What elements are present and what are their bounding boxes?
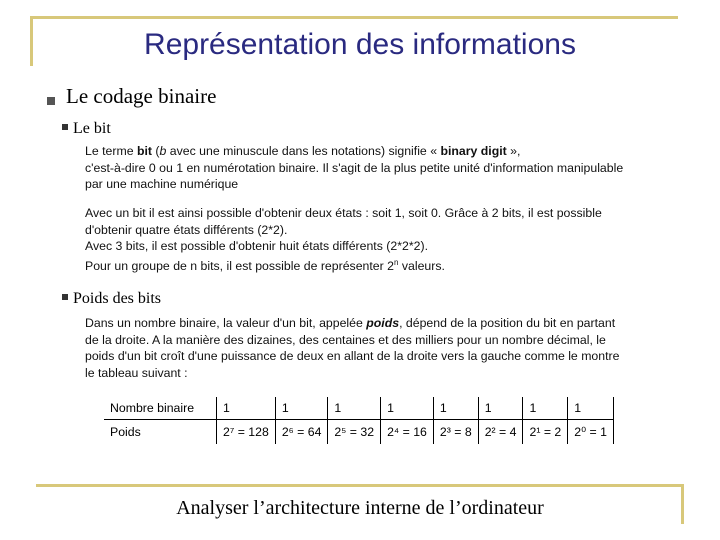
- top-frame-line: [30, 16, 678, 19]
- table-cell: 1: [328, 397, 381, 420]
- text-line: Le terme bit (b avec une minuscule dans les notations) signifie « binary digit »,: [85, 144, 521, 158]
- text-line: d'obtenir quatre états différents (2*2).: [85, 222, 288, 237]
- table-cell: 2⁰ = 1: [568, 420, 614, 445]
- text-line: poids d'un bit croît d'une puissance de deux en allant de la droite vers la gauche comme le montre: [85, 349, 620, 363]
- bullet-square-icon: [62, 294, 68, 300]
- text-line: le tableau suivant :: [85, 365, 188, 380]
- table-cell: 2¹ = 2: [523, 420, 568, 445]
- subsection-heading-poids: Poids des bits: [62, 290, 161, 308]
- bullet-square-icon: [62, 124, 68, 130]
- paragraph-bit-states: [85, 205, 602, 274]
- binary-weights-table: [104, 397, 614, 444]
- table-cell: 2⁵ = 32: [328, 420, 381, 445]
- text-line: Avec un bit il est ainsi possible d'obtenir deux états : soit 1, soit 0. Grâce à 2 bits, il est possible: [85, 206, 602, 220]
- table-row: [104, 420, 613, 445]
- table-row: [104, 397, 613, 420]
- slide-title: Représentation des informations: [144, 28, 576, 61]
- text-line: Pour un groupe de n bits, il est possible de représenter 2$^n$ valeurs.: [85, 257, 445, 273]
- paragraph-poids: [85, 315, 619, 381]
- text-line: Dans un nombre binaire, la valeur d'un bit, appelée poids, dépend de la position du bit en partant: [85, 316, 616, 330]
- table-cell: 2⁷ = 128: [217, 420, 276, 445]
- bullet-square-icon: [47, 97, 55, 105]
- table-cell: 1: [381, 397, 434, 420]
- table-cell: 1: [275, 397, 328, 420]
- table-cell: 1: [478, 397, 523, 420]
- paragraph-bit-definition: [85, 143, 623, 193]
- table-cell: 1: [523, 397, 568, 420]
- table-cell: 2³ = 8: [433, 420, 478, 445]
- table-cell: 1: [568, 397, 614, 420]
- table-cell: 2⁶ = 64: [275, 420, 328, 445]
- table-cell: 2² = 4: [478, 420, 523, 445]
- table-cell: Nombre binaire: [104, 397, 217, 420]
- text-line: c'est-à-dire 0 ou 1 en numérotation binaire. Il s'agit de la plus petite unité d'information manipulable: [85, 160, 624, 175]
- text-line: Avec 3 bits, il est possible d'obtenir huit états différents (2*2*2).: [85, 239, 428, 253]
- subsection-heading-bit: Le bit: [62, 120, 111, 138]
- table-cell: 1: [217, 397, 276, 420]
- slide-footer: Analyser l’architecture interne de l’ordinateur: [176, 497, 544, 519]
- text-line: de la droite. A la manière des dizaines, des centaines et des milliers pour un nombre décimal, le: [85, 332, 606, 347]
- section-heading: Le codage binaire: [66, 84, 217, 108]
- bottom-frame-line: [36, 484, 684, 487]
- table-cell: 1: [433, 397, 478, 420]
- table-cell: 2⁴ = 16: [381, 420, 434, 445]
- text-line: par une machine numérique: [85, 177, 239, 191]
- table-cell: Poids: [104, 420, 217, 445]
